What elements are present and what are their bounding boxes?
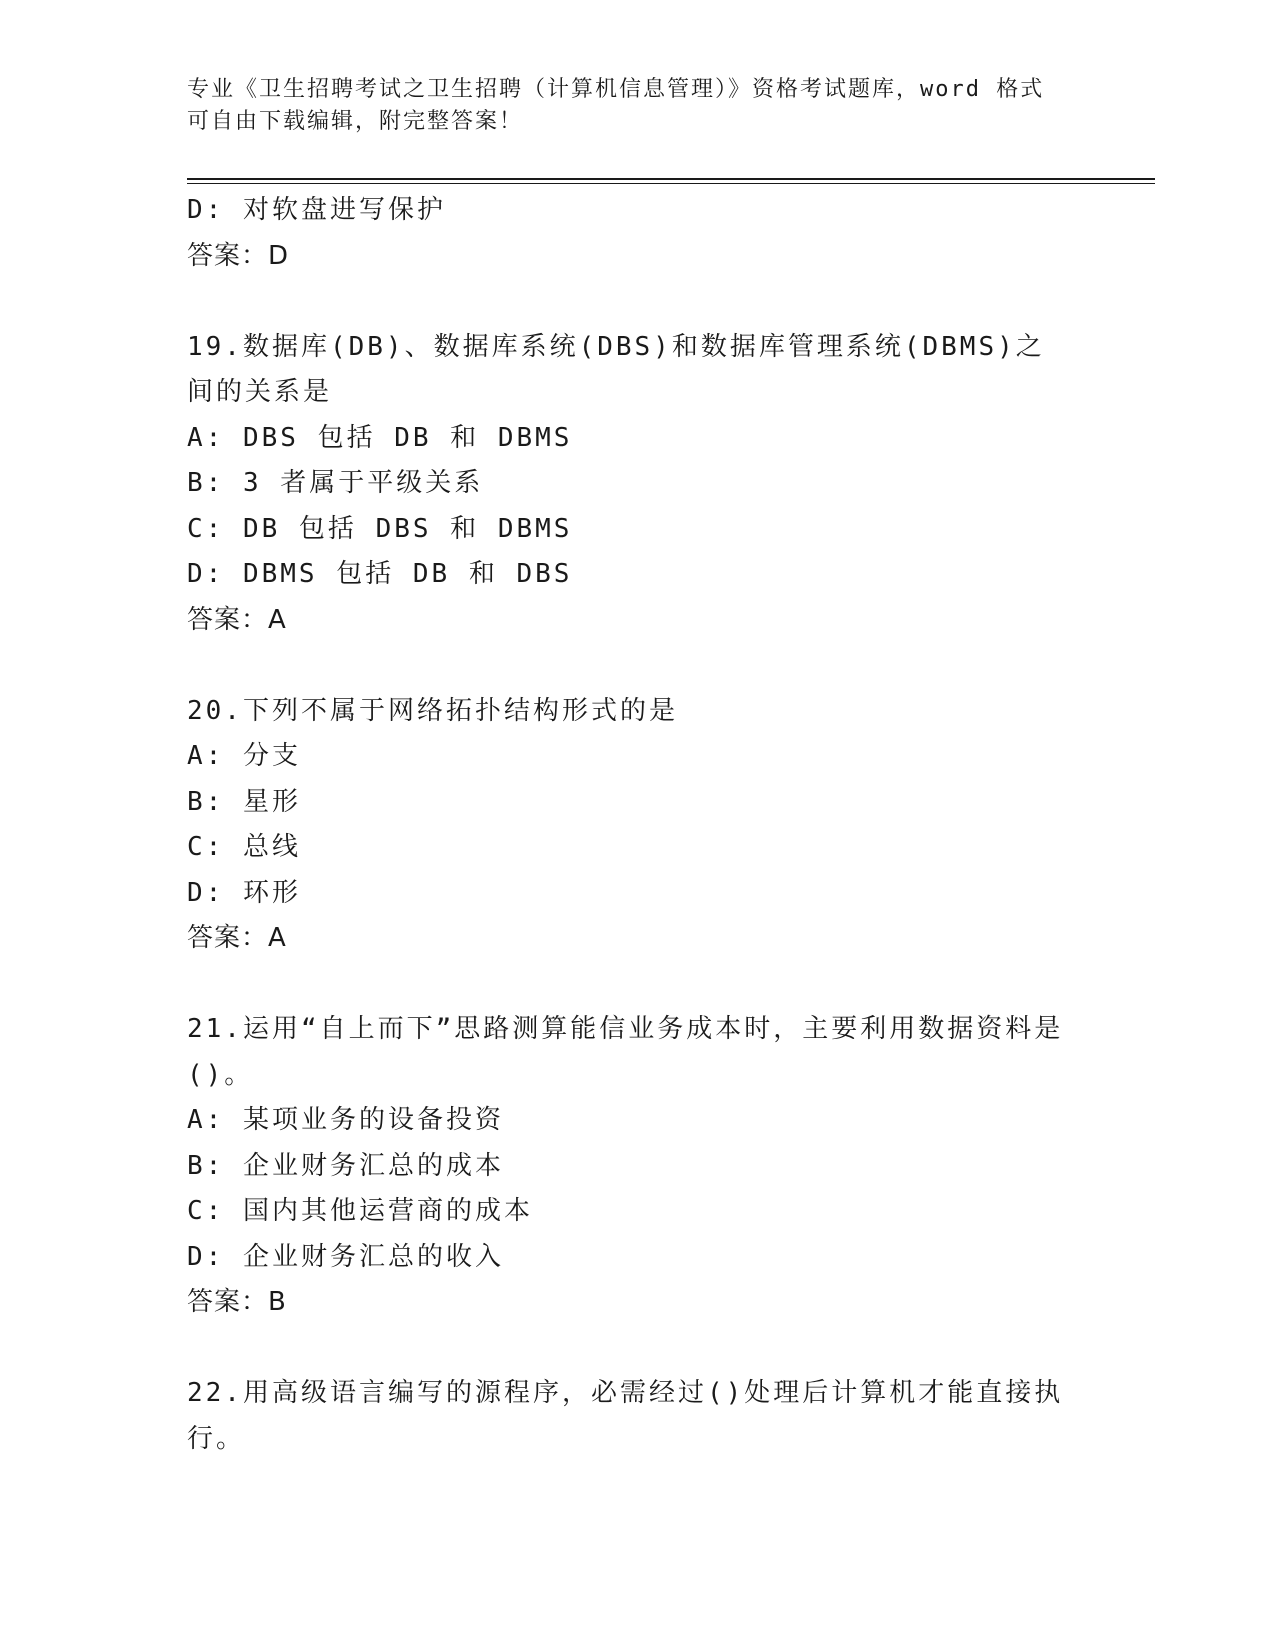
question-22	[187, 1371, 1067, 1462]
option-a: A: 某项业务的设备投资	[187, 1105, 504, 1135]
answer-line: 答案：A	[187, 923, 287, 953]
option-d: D: 企业财务汇总的收入	[187, 1241, 504, 1272]
header-rule-thick	[187, 178, 1155, 180]
question-list	[187, 188, 1067, 1462]
option-a: A: DBS 包括 DB 和 DBMS	[187, 422, 573, 453]
option-c: C: 总线	[187, 832, 301, 862]
answer-line: 答案：A	[187, 604, 287, 635]
option-b: B: 星形	[187, 786, 301, 817]
option-d: D: DBMS 包括 DB 和 DBS	[187, 559, 573, 589]
question-text: 22.用高级语言编写的源程序，必需经过()处理后计算机才能直接执行。	[187, 1378, 1064, 1454]
option-c: C: DB 包括 DBS 和 DBMS	[187, 513, 573, 544]
question-21	[187, 1007, 1067, 1326]
answer-line: 答案：B	[187, 1287, 287, 1317]
question-20	[187, 689, 1067, 962]
option-b: B: 3 者属于平级关系	[187, 468, 484, 498]
answer-line: 答案：D	[187, 240, 290, 271]
header-line-2: 可自由下载编辑，附完整答案！	[187, 109, 524, 134]
header-line-1: 专业《卫生招聘考试之卫生招聘（计算机信息管理）》资格考试题库，word 格式	[187, 77, 1045, 102]
question-19	[187, 325, 1067, 644]
option-d: D: 对软盘进写保护	[187, 195, 446, 225]
question-text: 20.下列不属于网络拓扑结构形式的是	[187, 695, 678, 726]
question-text: 19.数据库(DB)、数据库系统(DBS)和数据库管理系统(DBMS)之间的关系是	[187, 331, 1045, 407]
option-d: D: 环形	[187, 877, 301, 908]
option-a: A: 分支	[187, 741, 301, 771]
option-b: B: 企业财务汇总的成本	[187, 1150, 504, 1181]
question-text: 21.运用“自上而下”思路测算能信业务成本时，主要利用数据资料是()。	[187, 1014, 1064, 1090]
option-c: C: 国内其他运营商的成本	[187, 1196, 533, 1226]
document-header	[187, 74, 1067, 138]
header-rule-thin	[187, 183, 1155, 184]
